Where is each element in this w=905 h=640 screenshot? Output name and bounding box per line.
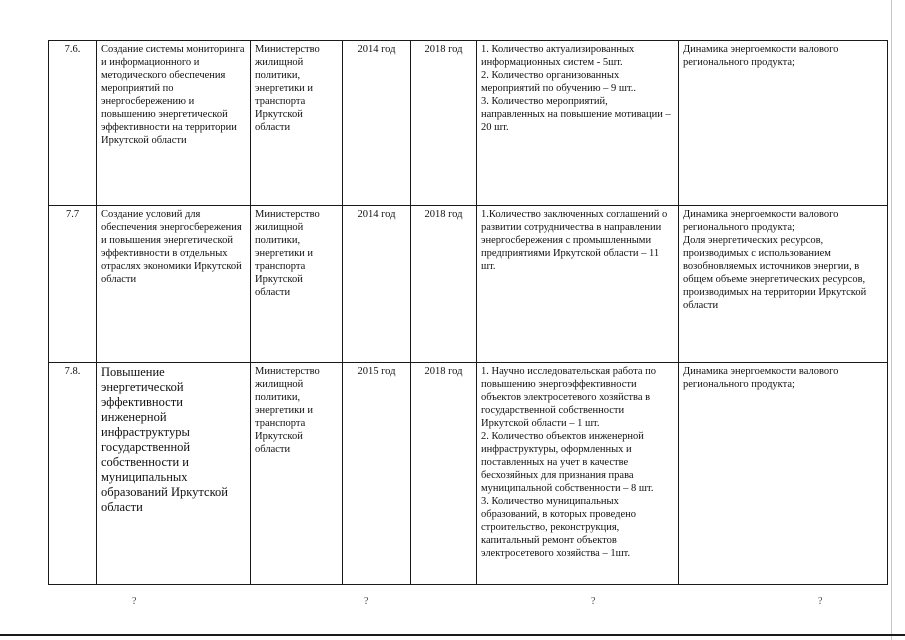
scan-edge-line: [891, 0, 892, 640]
result-cell: [679, 206, 888, 363]
responsible-executor: Министерство жилищной политики, энергетики и транспорта Иркутской области: [251, 41, 343, 206]
indicators-cell: [477, 41, 679, 206]
footer-mark: ?: [132, 596, 137, 607]
end-year: 2018 год: [411, 363, 477, 585]
measure-name: Создание системы мониторинга и информационного и методического обеспечения мероприятий по энергосбережению и повышению энергетической эффективности на территории Иркутской области: [97, 41, 251, 206]
measure-name: Повышение энергетической эффективности инженерной инфраструктуры государственной собственности и муниципальных образований Иркутской области: [97, 363, 251, 585]
end-year: 2018 год: [411, 41, 477, 206]
responsible-executor: Министерство жилищной политики, энергетики и транспорта Иркутской области: [251, 206, 343, 363]
indicators-cell: [477, 363, 679, 585]
indicator-item: 1.Количество заключенных соглашений о развитии сотрудничества в направлении энергосбережения с промышленными предприятиями Иркутской области – 11 шт.: [481, 209, 668, 272]
table-row: [49, 206, 888, 363]
indicator-item: 1. Количество актуализированных информационных систем - 5шт.: [481, 44, 635, 68]
start-year: 2014 год: [343, 206, 411, 363]
row-number: 7.6.: [49, 41, 97, 206]
end-year: 2018 год: [411, 206, 477, 363]
indicator-item: 1. Научно исследовательская работа по повышению энергоэффективности объектов электросетевого хозяйства в государственной собственности Иркутской области – 1 шт.: [481, 366, 656, 429]
result-item: Динамика энергоемкости валового регионального продукта;: [683, 44, 839, 68]
result-item: Динамика энергоемкости валового регионального продукта;: [683, 209, 839, 233]
result-item: Доля энергетических ресурсов, производимых с использованием возобновляемых источников энергии, в общем объеме энергетических ресурсов, производимых на территории Иркутской области: [683, 235, 867, 311]
result-cell: [679, 363, 888, 585]
indicator-item: 2. Количество объектов инженерной инфраструктуры, оформленных и поставленных на учет в качестве бесхозяйных для признания права муниципальной собственности – 8 шт.: [481, 431, 654, 494]
measures-table: [48, 40, 888, 585]
row-number: 7.8.: [49, 363, 97, 585]
row-number: 7.7: [49, 206, 97, 363]
table-row: [49, 363, 888, 585]
table-row: [49, 41, 888, 206]
scan-bottom-border: [0, 634, 905, 636]
indicator-item: 3. Количество муниципальных образований, в которых проведено строительство, реконструкция, капитальный ремонт объектов электросетевого хозяйства – 1шт.: [481, 496, 636, 559]
start-year: 2015 год: [343, 363, 411, 585]
responsible-executor: Министерство жилищной политики, энергетики и транспорта Иркутской области: [251, 363, 343, 585]
footer-mark: ?: [591, 596, 596, 607]
footer-mark: ?: [818, 596, 823, 607]
indicators-cell: [477, 206, 679, 363]
indicator-item: 2. Количество организованных мероприятий по обучению – 9 шт..: [481, 70, 637, 94]
result-item: Динамика энергоемкости валового регионального продукта;: [683, 366, 839, 390]
start-year: 2014 год: [343, 41, 411, 206]
measure-name: Создание условий для обеспечения энергосбережения и повышения энергетической эффективности в отдельных отраслях экономики Иркутской области: [97, 206, 251, 363]
footer-mark: ?: [364, 596, 369, 607]
result-cell: [679, 41, 888, 206]
indicator-item: 3. Количество мероприятий, направленных на повышение мотивации – 20 шт.: [481, 96, 671, 133]
